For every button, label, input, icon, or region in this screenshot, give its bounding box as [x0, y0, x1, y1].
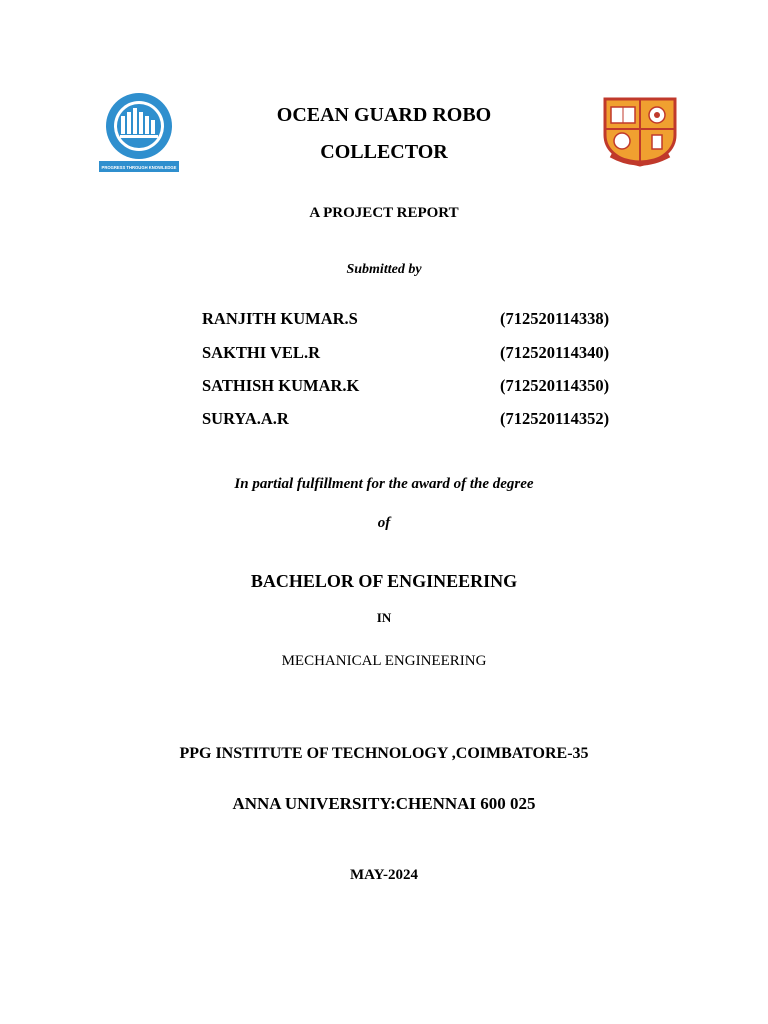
submission-date: MAY-2024 [349, 867, 419, 883]
submitted-by-label: Submitted by [346, 262, 422, 277]
student-id: (712520114340) [500, 343, 610, 362]
student-name: SAKTHI VEL.R [202, 343, 320, 362]
student-name: RANJITH KUMAR.S [202, 309, 358, 328]
student-name: SATHISH KUMAR.K [202, 376, 360, 395]
of-label: of [377, 515, 391, 531]
report-type: A PROJECT REPORT [309, 205, 459, 221]
department-name: MECHANICAL ENGINEERING [281, 653, 487, 669]
in-label: IN [376, 610, 392, 625]
student-id: (712520114352) [500, 409, 610, 428]
title-line-2: COLLECTOR [320, 141, 448, 163]
university-name: ANNA UNIVERSITY:CHENNAI 600 025 [232, 794, 536, 813]
student-name: SURYA.A.R [202, 409, 289, 428]
title-line-1: OCEAN GUARD ROBO [276, 104, 492, 126]
fulfillment-statement: In partial fulfillment for the award of the degree [234, 476, 534, 492]
student-id: (712520114350) [500, 376, 610, 395]
institute-name: PPG INSTITUTE OF TECHNOLOGY ,COIMBATORE-35 [179, 745, 589, 762]
degree-name: BACHELOR OF ENGINEERING [250, 571, 518, 591]
student-id: (712520114338) [500, 309, 610, 328]
anna-logo-motto: PROGRESS THROUGH KNOWLEDGE [101, 165, 177, 170]
